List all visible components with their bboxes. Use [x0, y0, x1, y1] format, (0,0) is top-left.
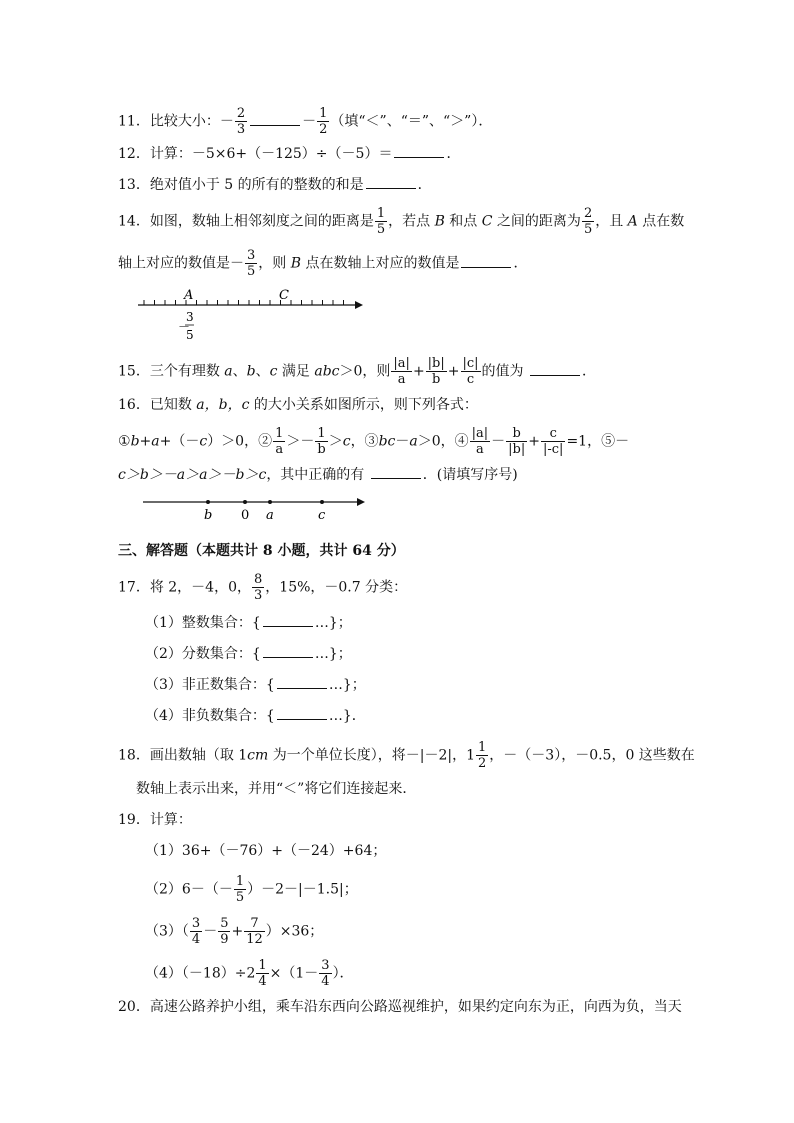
question-19-title: 19．计算： [118, 812, 192, 828]
q15-answer-blank[interactable] [530, 361, 580, 376]
question-11: 11．比较大小：－ $\frac{2}{3}$ － $\frac{1}{2}$ （填“＜”、“＝”、“＞”）． [118, 106, 493, 137]
question-16-line-3: c＞b＞－a＞a＞－b＞c，其中正确的有 ．(请填写序号) [118, 464, 518, 486]
q13-answer-blank[interactable] [366, 174, 416, 189]
q17-item-3: （3）非正数集合：{ …}； [145, 674, 366, 696]
question-18-line-2: 数轴上表示出来，并用“＜”将它们连接起来． [136, 781, 417, 797]
q12-answer-blank[interactable] [394, 143, 444, 158]
question-18-line-1: 18．画出数轴（取 1cm 为一个单位长度），将－|－2|，1 $\frac{1}{2}$ ，－（－3），－0.5，0 这些数在 [118, 740, 695, 771]
question-13: 13．绝对值小于 5 的所有的整数的和是 ． [118, 174, 432, 196]
q17-item-2: （2）分数集合：{ …}； [145, 643, 352, 665]
question-17: 17．将 2，－4，0， $\frac{8}{3}$ ，15%，－0.7 分类： [118, 572, 408, 603]
svg-text:3: 3 [186, 310, 194, 324]
q17-item-4: （4）非负数集合：{ …}． [145, 705, 366, 727]
q17-item-1: （1）整数集合：{ …}； [145, 612, 352, 634]
q14-answer-blank[interactable] [461, 253, 511, 268]
q16-point-b-label: b [204, 508, 213, 523]
q17-blank-3[interactable] [277, 674, 327, 689]
q19-part-1: （1）36+（－76）+（－24）+64； [145, 843, 387, 859]
q17-blank-2[interactable] [263, 643, 313, 658]
q17-blank-4[interactable] [277, 705, 327, 720]
q16-answer-blank[interactable] [371, 464, 421, 479]
question-15: 15．三个有理数 a、b、c 满足 abc＞0，则 $\frac{|a|}{a}$ + $\frac{|b|}{b}$ + $\frac{|c|}{c}$ 的值为 ． [118, 356, 596, 387]
q14-point-c-label: C [279, 288, 289, 303]
q16-zero-label: 0 [241, 508, 250, 523]
question-14-line-1: 14．如图，数轴上相邻刻度之间的距离是 $\frac{1}{5}$ ，若点 B 和点 C 之间的距离为 $\frac{2}{5}$ ，且 A 点在数 [118, 206, 685, 237]
q19-part-2: （2）6－（－ $\frac{1}{5}$ ）－2－|－1.5|； [145, 874, 358, 905]
q19-part-3: （3）（ $\frac{3}{4}$ － $\frac{5}{9}$ + $\frac{7}{12}$ ）×36； [145, 916, 324, 947]
q19-part-4: （4）（－18）÷2 $\frac{1}{4}$ ×（1－ $\frac{3}{4}$ ）． [145, 958, 354, 989]
question-20: 20．高速公路养护小组，乘车沿东西向公路巡视维护，如果约定向东为正，向西为负，当天 [118, 999, 682, 1015]
q14-number-line [130, 285, 370, 345]
question-16-line-2: ①b+a+（－c）＞0，② $\frac{1}{a}$ ＞－ $\frac{1}{b}$ ＞c，③bc－a＞0，④ $\frac{|a|}{a}$ － $\frac{b}{|b|}$ + $\frac{c}{|-c|}$ =1，⑤－ [118, 426, 630, 457]
q17-blank-1[interactable] [263, 612, 313, 627]
section-3-heading: 三、解答题（本题共计 8 小题，共计 64 分） [118, 543, 405, 559]
q16-point-c-label: c [318, 508, 326, 523]
q11-frac-2: $\frac{1}{2}$ [319, 106, 328, 137]
svg-text:5: 5 [186, 328, 194, 342]
q11-frac-1: $\frac{2}{3}$ [236, 106, 246, 137]
question-14-line-2: 轴上对应的数值是－ $\frac{3}{5}$ ，则 B 点在数轴上对应的数值是 ． [118, 248, 528, 279]
q11-answer-blank[interactable] [250, 111, 300, 126]
q11-text: 11．比较大小：－ [118, 113, 234, 130]
q14-point-a-label: A [184, 288, 194, 303]
q16-number-line [135, 492, 375, 524]
svg-text:－: － [178, 320, 191, 334]
q16-point-a-label: a [266, 508, 274, 523]
question-16-line-1: 16．已知数 a，b，c 的大小关系如图所示，则下列各式： [118, 397, 478, 413]
question-12: 12．计算：－5×6+（－125）÷（－5）＝ ． [118, 143, 460, 165]
